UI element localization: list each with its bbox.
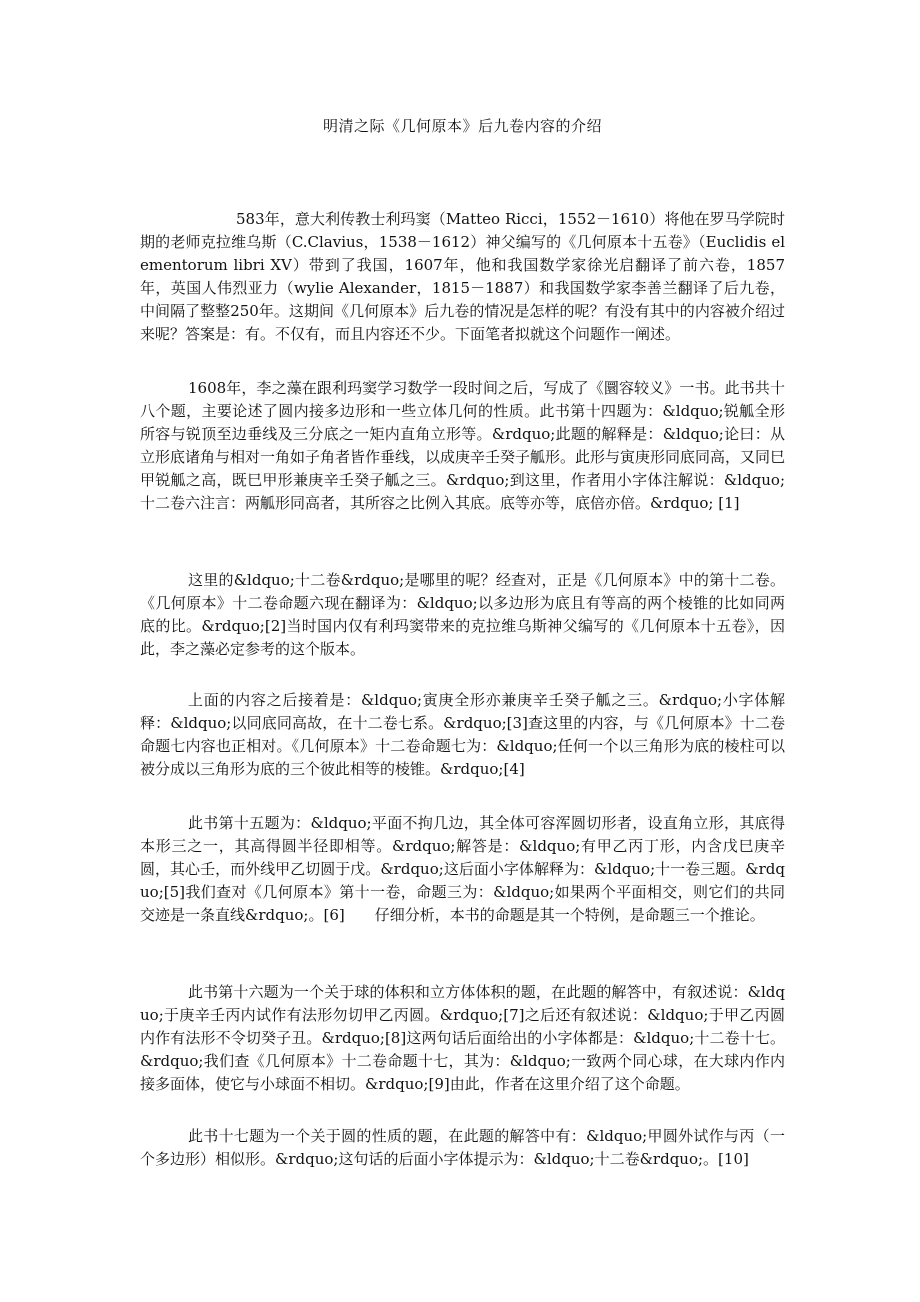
paragraph-1608: 1608年，李之藻在跟利玛窦学习数学一段时间之后，写成了《圜容较义》一书。此书共十八个题，主要论述了圆内接多边形和一些立体几何的性质。此书第十四题为：&ldquo;锐觚全形所容与锐顶至边垂线及三分底之一矩内直角立形等。&rdquo;此题的解释是：&ldquo;论曰：从立形底诸角与相对一角如子角者皆作垂线，以成庚辛壬癸子觚形。此形与寅庚形同底同高，又同巳甲锐觚之高，既巳甲形兼庚辛壬癸子觚之三。&rdquo;到这里，作者用小字体注解说：&ldquo;十二卷六注言：两觚形同高者，其所容之比例入其底。底等亦等，底倍亦倍。&rdquo; [1] bbox=[140, 379, 786, 512]
paragraph-problem-fifteen: 此书第十五题为：&ldquo;平面不拘几边，其全体可容浑圆切形者，设直角立形，其底得本形三之一，其高得圆半径即相等。&rdquo;解答是：&ldquo;有甲乙丙丁形，内含戊巳庚辛圆，其心壬，而外线甲乙切圆于戊。&rdquo;这后面小字体解释为：&ldquo;十一卷三题。&rdquo;[5]我们查对《几何原本》第十一卷，命题三为：&ldquo;如果两个平面相交，则它们的共同交迹是一条直线&rdquo;。[6] 仔细分析，本书的命题是其一个特例，是命题三一个推论。 bbox=[140, 814, 785, 924]
paragraph-problem-sixteen: 此书第十六题为一个关于球的体积和立方体体积的题，在此题的解答中，有叙述说：&ldquo;于庚辛壬丙内试作有法形勿切甲乙丙圆。&rdquo;[7]之后还有叙述说：&ldquo;于甲乙丙圆内作有法形不令切癸子丑。&rdquo;[8]这两句话后面给出的小字体都是：&ldquo;十二卷十七。&rdquo;我们查《几何原本》十二卷命题十七，其为：&ldquo;一致两个同心球，在大球内作内接多面体，使它与小球面不相切。&rdquo;[9]由此，作者在这里介绍了这个命题。 bbox=[140, 983, 785, 1093]
paragraph-proposition-seven: 上面的内容之后接着是：&ldquo;寅庚全形亦兼庚辛壬癸子觚之三。&rdquo;小字体解释：&ldquo;以同底同高故，在十二卷七系。&rdquo;[3]查这里的内容，与《几何原本》十二卷命题七内容也正相对。《几何原本》十二卷命题七为：&ldquo;任何一个以三角形为底的棱柱可以被分成以三角形为底的三个彼此相等的棱锥。&rdquo;[4] bbox=[140, 691, 785, 778]
paragraph-book-twelve: 这里的&ldquo;十二卷&rdquo;是哪里的呢？经查对，正是《几何原本》中的第十二卷。《几何原本》十二卷命题六现在翻译为：&ldquo;以多边形为底且有等高的两个棱锥的比如同两底的比。&rdquo;[2]当时国内仅有利玛窦带来的克拉维乌斯神父编写的《几何原本十五卷》，因此，李之藻必定参考的这个版本。 bbox=[140, 571, 785, 658]
paragraph-problem-seventeen: 此书十七题为一个关于圆的性质的题，在此题的解答中有：&ldquo;甲圆外试作与丙（一个多边形）相似形。&rdquo;这句话的后面小字体提示为：&ldquo;十二卷&rdquo;。[10] bbox=[140, 1127, 785, 1168]
paragraph-intro: 583年，意大利传教士利玛窦（Matteo Ricci，1552－1610）将他在罗马学院时期的老师克拉维乌斯（C.Clavius，1538－1612）神父编写的《几何原本十五卷》（Euclidis elementorum libri XV）带到了我国，1607年，他和我国数学家徐光启翻译了前六卷，1857年，英国人伟烈亚力（wylie Alexander，1815－1887）和我国数学家李善兰翻译了后九卷，中间隔了整整250年。这期间《几何原本》后九卷的情况是怎样的呢？有没有其中的内容被介绍过来呢？答案是：有。不仅有，而且内容还不少。下面笔者拟就这个问题作一阐述。 bbox=[140, 210, 785, 343]
document-title: 明清之际《几何原本》后九卷内容的介绍 bbox=[322, 117, 602, 135]
